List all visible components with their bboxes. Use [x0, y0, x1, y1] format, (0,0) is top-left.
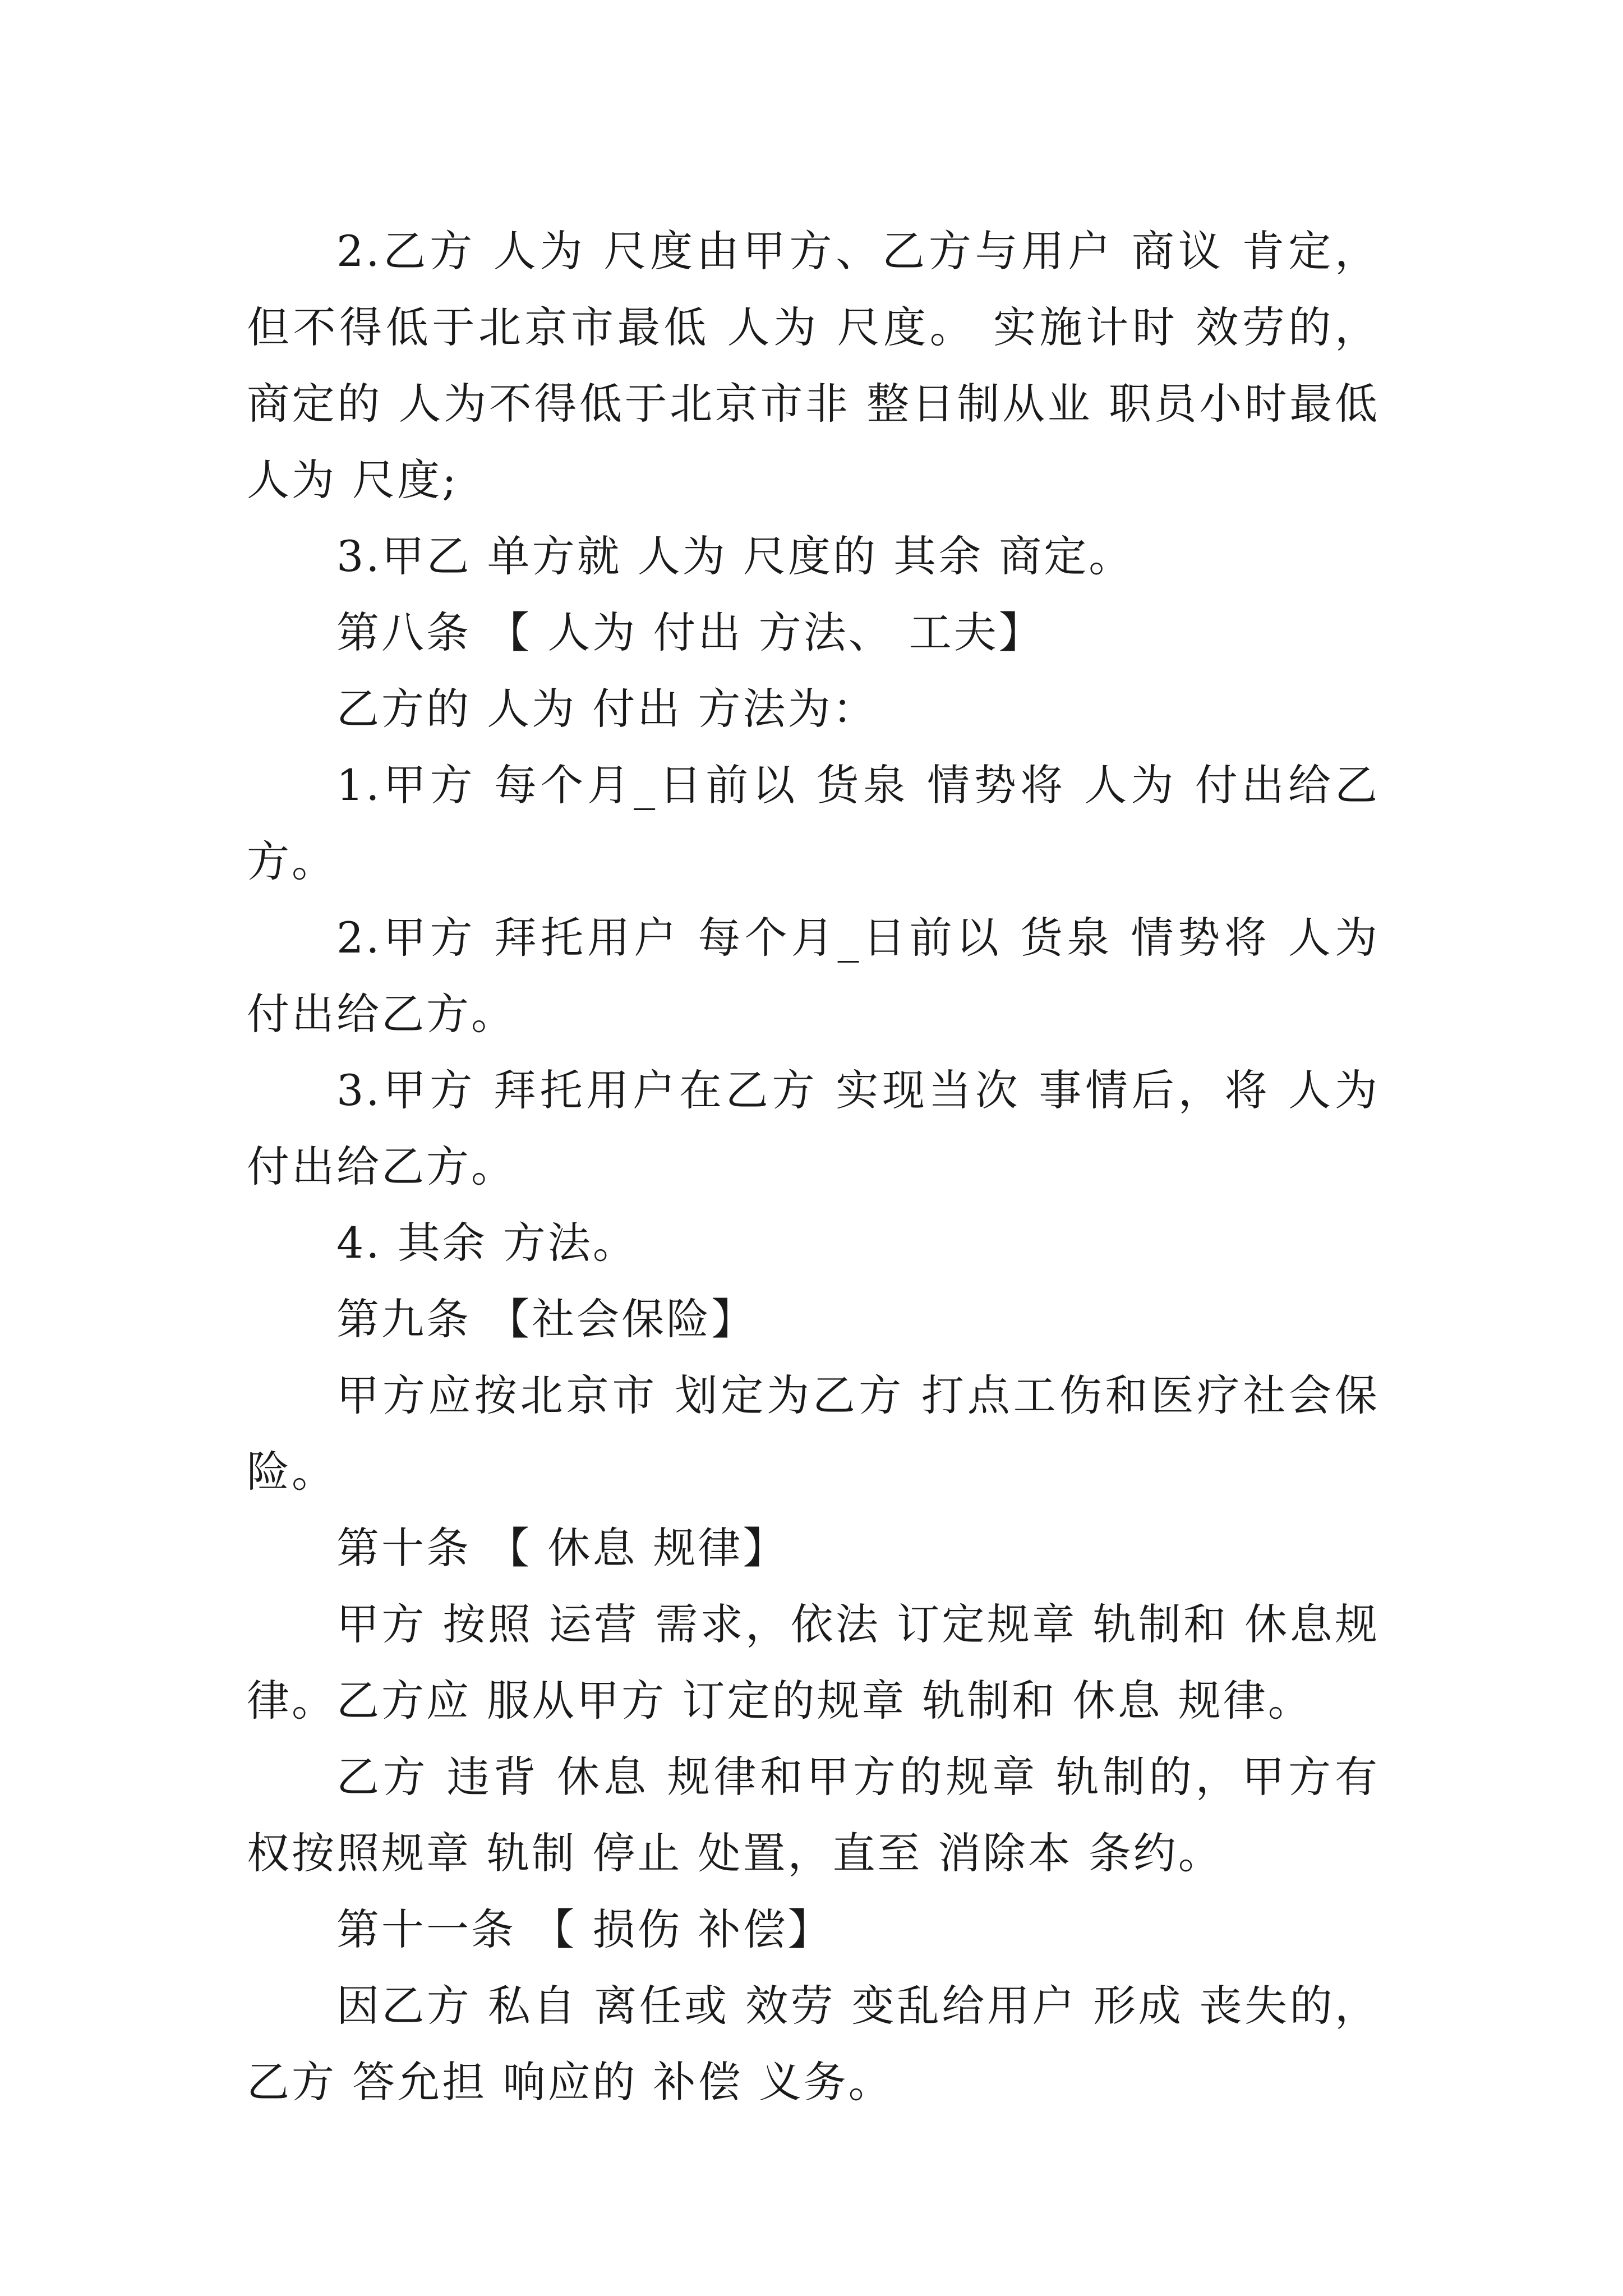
- article-10-heading: 第十条 【 休息 规律】: [336, 1523, 788, 1573]
- article-9-heading: 第九条 【社会保险】: [336, 1294, 757, 1344]
- paragraph-labor-discipline-2: 乙方 违背 休息 规律和甲方的规章 轨制的，甲方有权按照规章 轨制 停止 处置，直至 消除本 条约。: [247, 1752, 1380, 1878]
- paragraph-wage-standard-2: 2.乙方 人为 尺度由甲方、乙方与用户 商议 肯定，但不得低于北京市最低 人为 尺度。 实施计时 效劳的， 商定的 人为不得低于北京市非 整日制从业 职员小时最低 人为 尺度;: [247, 226, 1396, 505]
- paragraph-social-insurance: 甲方应按北京市 划定为乙方 打点工伤和医疗社会保险。: [247, 1370, 1380, 1497]
- paragraph-payment-1: 1.甲方 每个月_日前以 货泉 情势将 人为 付出给乙方。: [247, 760, 1380, 886]
- paragraph-payment-2: 2.甲方 拜托用户 每个月_日前以 货泉 情势将 人为付出给乙方。: [247, 913, 1380, 1039]
- paragraph-labor-discipline-1: 甲方 按照 运营 需求，依法 订定规章 轨制和 休息规律。乙方应 服从甲方 订定的规章 轨制和 休息 规律。: [247, 1599, 1380, 1726]
- paragraph-payment-3: 3.甲方 拜托用户在乙方 实现当次 事情后，将 人为付出给乙方。: [247, 1065, 1380, 1191]
- paragraph-compensation: 因乙方 私自 离任或 效劳 变乱给用户 形成 丧失的，乙方 答允担 响应的 补偿 义务。: [247, 1981, 1380, 2107]
- paragraph-payment-intro: 乙方的 人为 付出 方法为：: [336, 684, 878, 734]
- paragraph-payment-4: 4. 其余 方法。: [336, 1218, 638, 1268]
- document-body: [247, 213, 1396, 2120]
- article-8-heading: 第八条 【 人为 付出 方法、 工夫】: [336, 608, 1044, 657]
- paragraph-wage-standard-3: 3.甲乙 单方就 人为 尺度的 其余 商定。: [336, 531, 1134, 581]
- article-11-heading: 第十一条 【 损伤 补偿】: [336, 1904, 833, 1954]
